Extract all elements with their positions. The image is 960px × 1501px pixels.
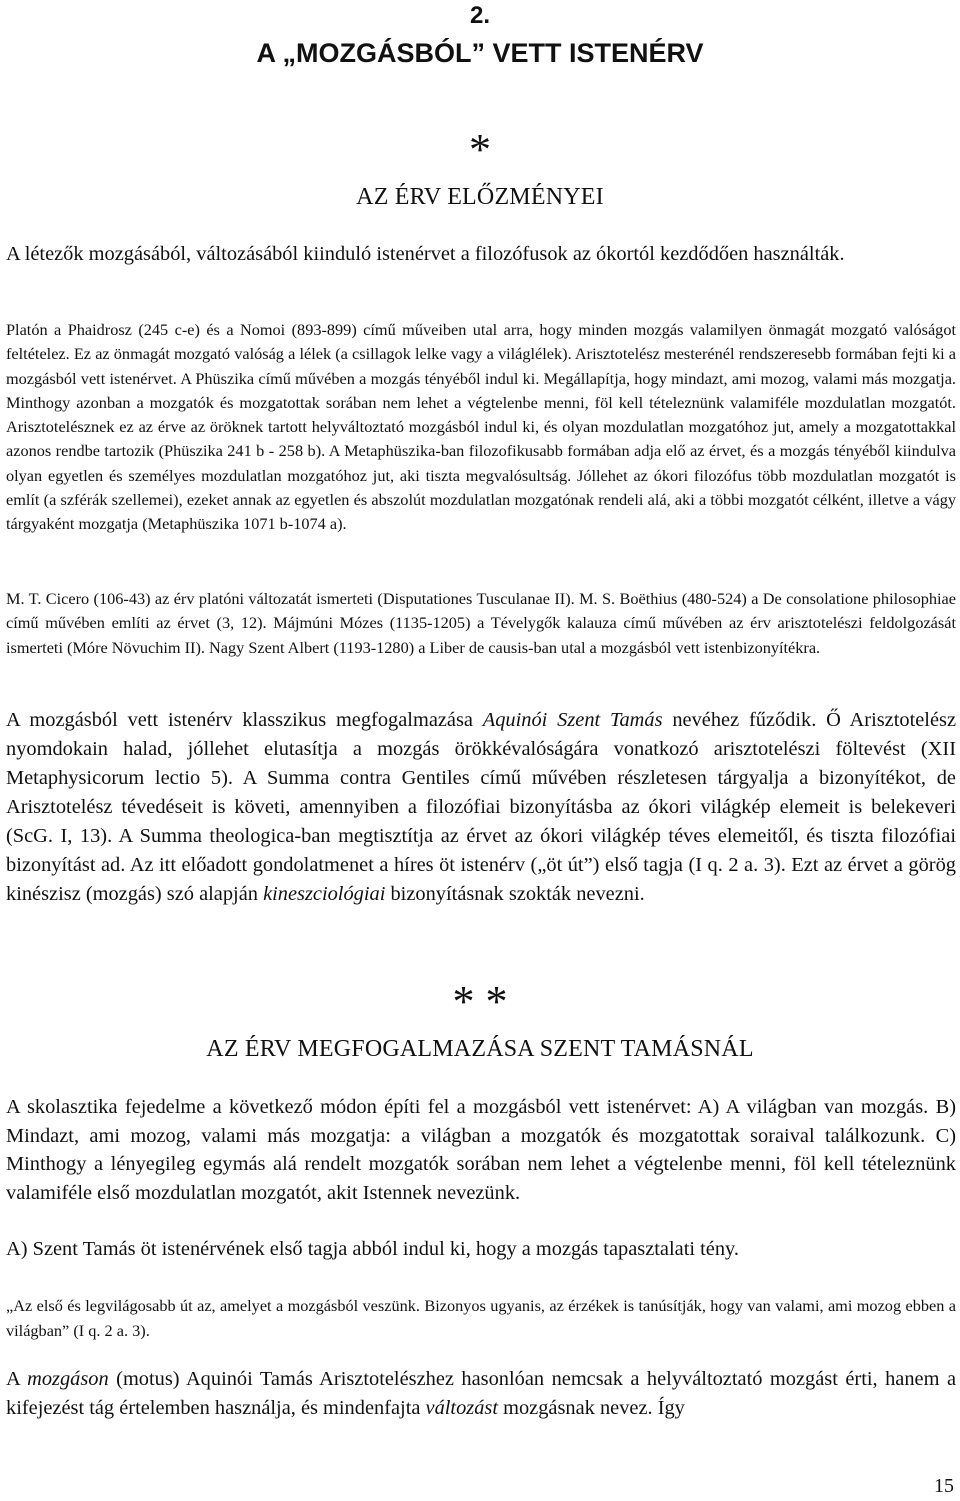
chapter-number: 2. [469, 2, 490, 29]
page-number: 15 [934, 1475, 954, 1497]
thomas-text-3: bizonyításnak szokták nevezni. [385, 883, 645, 905]
motion-text-3: mozgásnak nevez. Így [498, 1397, 685, 1419]
motion-text-2: (motus) Aquinói Tamás Arisztotelészhez hasonlóan nemcsak a helyváltoztató mozgást érti, hanem a kifejezést tág értelemben használja, és mindenfajta [6, 1368, 956, 1419]
first-way-paragraph: A) Szent Tamás öt istenérvének első tagja abból indul ki, hogy a mozgás tapasztalati tény. [6, 1238, 739, 1260]
motion-text-1: A [6, 1368, 28, 1390]
history-paragraph: Platón a Phaidrosz (245 c-e) és a Nomoi (893-899) című műveiben utal arra, hogy minden mozgás valamilyen önmagát mozgató valóságot feltételez. Ez az önmagát mozgató valóság a lélek (a csillagok lelke vagy a világlélek). Arisztotelész mesterénél rendszeresebb formában fejti ki a mozgásból vett istenérvet. A Phüszika című művében a mozgás tényéből indul ki. Megállapítja, hogy mindazt, ami mozog, valami más mozgatja. Minthogy azonban a mozgatók és mozgatottak sorában nem lehet a végtelenbe menni, föl kell tételeznünk valamiféle mozdulatlan mozgatót. Arisztotelésznek ez az érve az öröknek tartott helyváltoztató mozgásból indul ki, és olyan mozdulatlan mozgatóhoz jut, amely a mozgatottakkal azonos rendbe tartozik (Phüszika 241 b - 258 b). A Metaphüszika-ban filozofikusabb formában adja elő az érvet, és a mozgás tényéből kiindulva olyan egyetlen és személyes mozdulatlan mozgatóhoz jut, aki tiszta megvalósultság. Jóllehet az ókori filozófus több mozdulatlan mozgatót is említ (a szférák szellemei), ezeket annak az egyetlen és abszolút mozdulatlan mozgatónak rendeli alá, aki a többi mozgatót célként, illetve a vágy tárgyaként mozgatja (Metaphüszika 1071 b-1074 a). [6, 320, 956, 534]
change-term: változást [425, 1397, 499, 1419]
thomas-text-2: nevéhez fűződik. Ő Arisztotelész nyomdokain halad, jóllehet elutasítja a mozgás örökkévalóságára vonatkozó arisztotelészi föltevést (XII Metaphysicorum lectio 5). A Summa contra Gentiles című művében részletesen tárgyalja a bizonyítékot, de Arisztotelész tévedéseit is követi, amennyiben a filozófiai bizonyításba az ókori világkép elemeit is belekeveri (ScG. I, 13). A Summa theologica-ban megtisztítja az érvet az ókori világkép téves elemeitől, és tiszta filozófiai bizonyítást ad. Az itt előadott gondolatmenet a híres öt istenérv („öt út”) első tagja (I q. 2 a. 3). Ezt az érvet a görög kinészisz (mozgás) szó alapján [6, 709, 956, 905]
motion-paragraph [6, 1365, 956, 1423]
chapter-title: A „MOZGÁSBÓL” VETT ISTENÉRV [256, 38, 704, 68]
argument-paragraph: A skolasztika fejedelme a következő módon építi fel a mozgásból vett istenérvet: A) A világban van mozgás. B) Mindazt, ami mozog, valami más mozgatja: a világban a mozgatók és mozgatottak soraival találkozunk. C) Minthogy a lényegileg egymás alá rendelt mozgatók sorában nem lehet a végtelenbe menni, föl kell tételeznünk valamiféle első mozdulatlan mozgatót, akit Istennek nevezünk. [6, 1096, 956, 1204]
section-title-2: AZ ÉRV MEGFOGALMAZÁSA SZENT TAMÁSNÁL [206, 1036, 754, 1062]
thomas-text-1: A mozgásból vett istenérv klasszikus megfogalmazása [6, 709, 483, 731]
section-marker-1: * [469, 125, 491, 174]
motion-term: mozgáson [27, 1368, 109, 1390]
sources-paragraph: M. T. Cicero (106-43) az érv platóni változatát ismerteti (Disputationes Tusculanae II). M. S. Boëthius (480-524) a De consolatione philosophiae című művében említi az érvet (3, 12). Májmúni Mózes (1135-1205) a Tévelygők kalauza című művében az érv arisztotelészi feldolgozását ismerteti (Móre Növuchim II). Nagy Szent Albert (1193-1280) a Liber de causis-ban utal a mozgásból vett istenbizonyítékra. [6, 589, 956, 657]
quote-paragraph: „Az első és legvilágosabb út az, amelyet a mozgásból veszünk. Bizonyos ugyanis, az érzékek is tanúsítják, hogy van valami, ami mozog ebben a világban” (I q. 2 a. 3). [6, 1296, 956, 1340]
intro-paragraph: A létezők mozgásából, változásából kiinduló istenérvet a filozófusok az ókortól kezdődően használták. [6, 243, 845, 265]
thomas-paragraph [6, 706, 956, 909]
section-title-1: AZ ÉRV ELŐZMÉNYEI [356, 184, 604, 210]
thomas-name: Aquinói Szent Tamás [482, 709, 663, 731]
kinesiological-term: kineszciológiai [263, 883, 386, 905]
section-marker-2: * * [452, 977, 508, 1026]
